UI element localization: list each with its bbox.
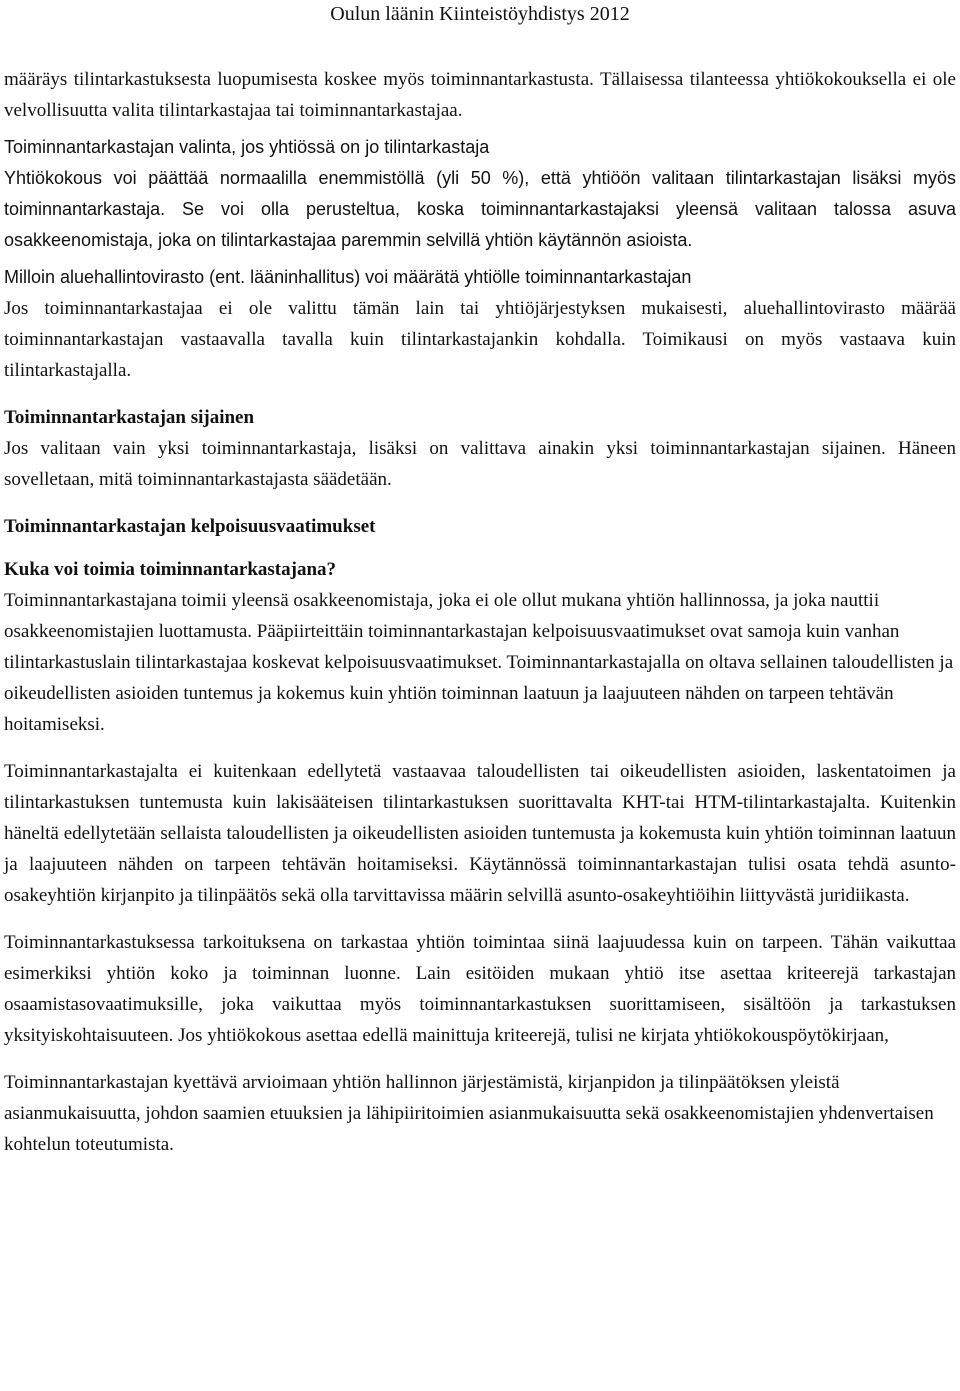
- intro-paragraph: määräys tilintarkastuksesta luopumisesta koskee myös toiminnantarkastusta. Tällaisessa tilanteessa yhtiökokouksella ei ole velvollisuutta valita tilintarkastajaa tai toiminnantarkastajaa.: [4, 69, 956, 121]
- section2-heading: Milloin aluehallintovirasto (ent. lääninhallitus) voi määrätä yhtiölle toiminnantarkastajan: [4, 267, 692, 287]
- section4-heading: Toiminnantarkastajan kelpoisuusvaatimukset: [4, 516, 376, 537]
- document-content: [4, 64, 956, 1160]
- paragraph-6: Toiminnantarkastuksessa tarkoituksena on tarkastaa yhtiön toimintaa siinä laajuudessa kuin on tarpeen. Tähän vaikuttaa esimerkiksi yhtiön koko ja toiminnan luonne. Lain esitöiden mukaan yhtiö itse asettaa kriteerejä tarkastajan osaamistasovaatimuksille, joka vaikuttaa myös toiminnantarkastuksen suorittamiseen, sisältöön ja tarkastuksen yksityiskohtaisuuteen. Jos yhtiökokous asettaa edellä mainittuja kriteerejä, tulisi ne kirjata yhtiökokouspöytökirjaan,: [4, 932, 956, 1046]
- section3-body: Jos valitaan vain yksi toiminnantarkastaja, lisäksi on valittava ainakin yksi toiminnantarkastajan sijainen. Häneen sovelletaan, mitä toiminnantarkastajasta säädetään.: [4, 438, 956, 490]
- paragraph-5: Toiminnantarkastajalta ei kuitenkaan edellytetä vastaavaa taloudellisten tai oikeudellisten asioiden, laskentatoimen ja tilintarkastuksen tuntemusta kuin lakisääteisen tilintarkastuksen suorittavalta KHT-tai HTM-tilintarkastajalta. Kuitenkin häneltä edellytetään sellaista taloudellisten ja oikeudellisten asioiden tuntemusta ja kokemusta kuin yhtiön toiminnan laatuun ja laajuuteen nähden on tarpeen tehtävän hoitamiseksi. Käytännössä toiminnantarkastajan tulisi osata tehdä asunto-osakeyhtiön kirjanpito ja tilinpäätös sekä olla tarvittavissa määrin selvillä asunto-osakeyhtiöihin liittyvästä juridiikasta.: [4, 761, 956, 906]
- paragraph-7: Toiminnantarkastajan kyettävä arvioimaan yhtiön hallinnon järjestämistä, kirjanpidon ja tilinpäätöksen yleistä asianmukaisuutta, johdon saamien etuuksien ja lähipiiritoimien asianmukaisuutta sekä osakkeenomistajien yhdenvertaisen kohtelun toteutumista.: [4, 1072, 934, 1155]
- section4-subheading: Kuka voi toimia toiminnantarkastajana?: [4, 559, 337, 580]
- section2-body: Jos toiminnantarkastajaa ei ole valittu tämän lain tai yhtiöjärjestyksen mukaisesti, aluehallintovirasto määrää toiminnantarkastajan vastaavalla tavalla kuin tilintarkastajankin kohdalla. Toimikausi on myös vastaava kuin tilintarkastajalla.: [4, 298, 956, 381]
- section1-body: Yhtiökokous voi päättää normaalilla enemmistöllä (yli 50 %), että yhtiöön valitaan tilintarkastajan lisäksi myös toiminnantarkastaja. Se voi olla perusteltua, koska toiminnantarkastajaksi yleensä valitaan talossa asuva osakkeenomistaja, joka on tilintarkastajaa paremmin selvillä yhtiön käytännön asioista.: [4, 168, 956, 250]
- section1-heading: Toiminnantarkastajan valinta, jos yhtiössä on jo tilintarkastaja: [4, 137, 490, 157]
- section3-heading: Toiminnantarkastajan sijainen: [4, 407, 255, 428]
- header-title: Oulun läänin Kiinteistöyhdistys 2012: [330, 3, 630, 25]
- section4-body: Toiminnantarkastajana toimii yleensä osakkeenomistaja, joka ei ole ollut mukana yhtiön hallinnossa, ja joka nauttii osakkeenomistajien luottamusta. Pääpiirteittäin toiminnantarkastajan kelpoisuusvaatimukset ovat samoja kuin vanhan tilintarkastuslain tilintarkastajaa koskevat kelpoisuusvaatimukset. Toiminnantarkastajalla on oltava sellainen taloudellisten ja oikeudellisten asioiden tuntemus ja kokemus kuin yhtiön toiminnan laatuun ja laajuuteen nähden on tarpeen tehtävän hoitamiseksi.: [4, 590, 954, 735]
- page-header: [0, 0, 960, 26]
